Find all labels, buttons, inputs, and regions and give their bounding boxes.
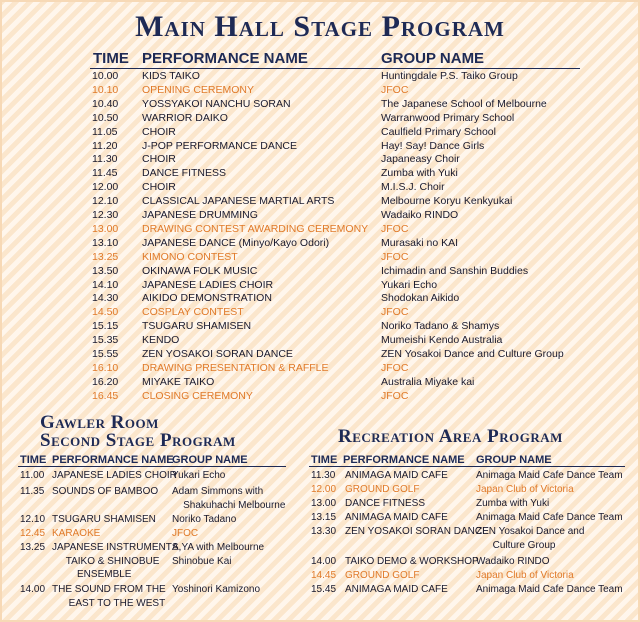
row-performance: CLOSING CEREMONY <box>142 389 253 402</box>
row-performance: OPENING CEREMONY <box>142 83 255 96</box>
row-time: 10.50 <box>92 111 119 124</box>
row-performance: WARRIOR DAIKO <box>142 111 228 124</box>
row-time: 13.10 <box>92 236 119 249</box>
gawler-header-performance: PERFORMANCE NAME <box>52 454 174 466</box>
row-time: 13.15 <box>311 512 337 523</box>
row-performance: SOUNDS OF BAMBOO <box>52 486 159 497</box>
row-performance: THE SOUND FROM THE EAST TO THE WEST <box>52 584 166 609</box>
row-performance: ANIMAGA MAID CAFE <box>345 470 448 481</box>
recreation-header-performance: PERFORMANCE NAME <box>343 454 465 466</box>
row-time: 14.00 <box>20 584 46 595</box>
row-time: 12.45 <box>20 528 46 539</box>
row-group: JFOC <box>172 528 199 539</box>
row-time: 10.10 <box>92 83 119 96</box>
recreation-title: Recreation Area Program <box>338 426 563 447</box>
row-group: JFOC <box>381 83 409 96</box>
row-time: 14.10 <box>92 278 119 291</box>
row-time: 14.45 <box>311 570 337 581</box>
row-group: Japan Club of Victoria <box>476 484 574 495</box>
row-group: Animaga Maid Cafe Dance Team <box>476 470 623 481</box>
row-time: 13.00 <box>311 498 337 509</box>
main-header-rule <box>90 68 580 69</box>
row-group: Australia Miyake kai <box>381 375 475 388</box>
row-time: 16.10 <box>92 361 119 374</box>
row-time: 13.25 <box>92 250 119 263</box>
row-performance: GROUND GOLF <box>345 484 420 495</box>
row-performance: JAPANESE INSTRUMENTS, TAIKO & SHINOBUE ENSEMBLE <box>52 542 182 580</box>
row-performance: JAPANESE DANCE (Minyo/Kayo Odori) <box>142 236 330 249</box>
row-time: 15.55 <box>92 348 119 360</box>
row-group: Ichimadin and Sanshin Buddies <box>381 264 529 277</box>
row-performance: CHOIR <box>142 153 176 166</box>
row-time: 11.30 <box>311 470 336 481</box>
row-performance: CHOIR <box>142 125 176 138</box>
row-performance: KIMONO CONTEST <box>142 250 238 263</box>
row-group: JFOC <box>381 361 409 374</box>
row-performance: TSUGARU SHAMISEN <box>52 514 156 525</box>
row-performance: DANCE FITNESS <box>142 167 227 180</box>
row-group: Shodokan Aikido <box>381 292 460 305</box>
row-time: 14.00 <box>311 556 337 567</box>
row-group: Japan Club of Victoria <box>476 570 574 581</box>
row-performance: JAPANESE LADIES CHOIR <box>52 470 177 481</box>
gawler-header-time: TIME <box>20 454 47 466</box>
row-performance: ANIMAGA MAID CAFE <box>345 512 448 523</box>
gawler-header-group: GROUP NAME <box>172 454 248 466</box>
main-header-group: GROUP NAME <box>381 50 485 67</box>
row-performance: MIYAKE TAIKO <box>142 375 215 388</box>
row-time: 15.15 <box>92 320 119 333</box>
row-group: Japaneasy Choir <box>381 153 460 166</box>
row-time: 13.50 <box>92 264 119 277</box>
row-performance: COSPLAY CONTEST <box>142 306 244 319</box>
row-group: Yukari Echo <box>381 278 438 291</box>
row-time: 11.30 <box>92 153 118 166</box>
row-group: Warranwood Primary School <box>381 111 515 124</box>
row-time: 12.00 <box>311 484 337 495</box>
row-group: Yukari Echo <box>172 470 226 481</box>
row-time: 13.00 <box>92 222 119 235</box>
row-time: 11.20 <box>92 139 118 152</box>
row-group: ZEN Yosakoi Dance and Culture Group <box>381 348 564 360</box>
row-group: Animaga Maid Cafe Dance Team <box>476 584 623 595</box>
row-time: 13.30 <box>311 526 337 537</box>
row-performance: DANCE FITNESS <box>345 498 426 509</box>
row-group: JFOC <box>381 222 409 235</box>
row-time: 14.50 <box>92 306 119 319</box>
row-time: 11.00 <box>20 470 45 481</box>
row-group: Caulfield Primary School <box>381 125 496 138</box>
row-group: Yoshinori Kamizono <box>172 584 261 595</box>
row-group: Murasaki no KAI <box>381 236 459 249</box>
row-group: JFOC <box>381 250 409 263</box>
row-group: M.I.S.J. Choir <box>381 181 445 194</box>
gawler-title <box>40 414 290 450</box>
row-performance: KARAOKE <box>52 528 101 539</box>
row-performance: J-POP PERFORMANCE DANCE <box>142 139 297 152</box>
row-group: Animaga Maid Cafe Dance Team <box>476 512 623 523</box>
row-time: 16.45 <box>92 389 119 402</box>
row-performance: JAPANESE LADIES CHOIR <box>142 278 274 291</box>
row-group: Hay! Say! Dance Girls <box>381 139 485 152</box>
row-performance: KIDS TAIKO <box>142 70 200 82</box>
recreation-header-rule <box>309 466 625 467</box>
row-performance: GROUND GOLF <box>345 570 420 581</box>
gawler-title-line2: Second Stage Program <box>40 430 236 451</box>
row-group: JFOC <box>381 389 409 402</box>
row-time: 12.10 <box>92 195 119 208</box>
row-group: ZEN Yosakoi Dance and Culture Group <box>476 526 585 551</box>
row-performance: OKINAWA FOLK MUSIC <box>142 264 258 277</box>
row-time: 13.25 <box>20 542 46 553</box>
row-group: Wadaiko RINDO <box>381 209 459 221</box>
row-performance: TAIKO DEMO & WORKSHOP <box>345 556 479 567</box>
row-time: 16.20 <box>92 375 119 388</box>
row-group: The Japanese School of Melbourne <box>381 97 547 110</box>
row-group: Adam Simmons with Shakuhachi Melbourne <box>172 486 286 511</box>
main-header-time: TIME <box>93 50 129 67</box>
row-performance: ZEN YOSAKOI SORAN DANCE <box>142 348 293 360</box>
row-group: Zumba with Yuki <box>381 167 458 180</box>
row-performance: KENDO <box>142 334 180 347</box>
row-group: A.YA with Melbourne Shinobue Kai <box>172 542 265 567</box>
row-performance: DRAWING CONTEST AWARDING CEREMONY <box>142 222 369 235</box>
row-time: 12.30 <box>92 209 119 221</box>
row-performance: DRAWING PRESENTATION & RAFFLE <box>142 361 329 374</box>
gawler-header-rule <box>18 466 286 467</box>
row-time: 10.00 <box>92 70 119 82</box>
main-hall-title: Main Hall Stage Program <box>135 10 505 43</box>
row-group: Melbourne Koryu Kenkyukai <box>381 195 513 208</box>
row-time: 12.10 <box>20 514 46 525</box>
row-performance: ZEN YOSAKOI SORAN DANCE <box>345 526 489 537</box>
row-performance: CHOIR <box>142 181 176 194</box>
recreation-header-time: TIME <box>311 454 338 466</box>
row-performance: YOSSYAKOI NANCHU SORAN <box>142 97 291 110</box>
row-group: JFOC <box>381 306 409 319</box>
row-time: 11.05 <box>92 125 118 138</box>
row-time: 15.45 <box>311 584 337 595</box>
row-time: 15.35 <box>92 334 119 347</box>
main-header-performance: PERFORMANCE NAME <box>142 50 308 67</box>
row-time: 11.35 <box>20 486 45 497</box>
row-performance: AIKIDO DEMONSTRATION <box>142 292 272 305</box>
row-time: 14.30 <box>92 292 119 305</box>
row-group: Mumeishi Kendo Australia <box>381 334 503 347</box>
row-time: 11.45 <box>92 167 118 180</box>
row-group: Noriko Tadano <box>172 514 237 525</box>
gawler-title-line1: Gawler Room <box>40 412 159 433</box>
row-performance: CLASSICAL JAPANESE MARTIAL ARTS <box>142 195 335 208</box>
row-group: Huntingdale P.S. Taiko Group <box>381 70 518 82</box>
recreation-header-group: GROUP NAME <box>476 454 552 466</box>
row-group: Zumba with Yuki <box>476 498 550 509</box>
row-time: 12.00 <box>92 181 119 194</box>
row-performance: TSUGARU SHAMISEN <box>142 320 252 333</box>
row-group: Noriko Tadano & Shamys <box>381 320 500 333</box>
row-performance: ANIMAGA MAID CAFE <box>345 584 448 595</box>
row-time: 10.40 <box>92 97 119 110</box>
row-performance: JAPANESE DRUMMING <box>142 209 258 221</box>
row-group: Wadaiko RINDO <box>476 556 550 567</box>
